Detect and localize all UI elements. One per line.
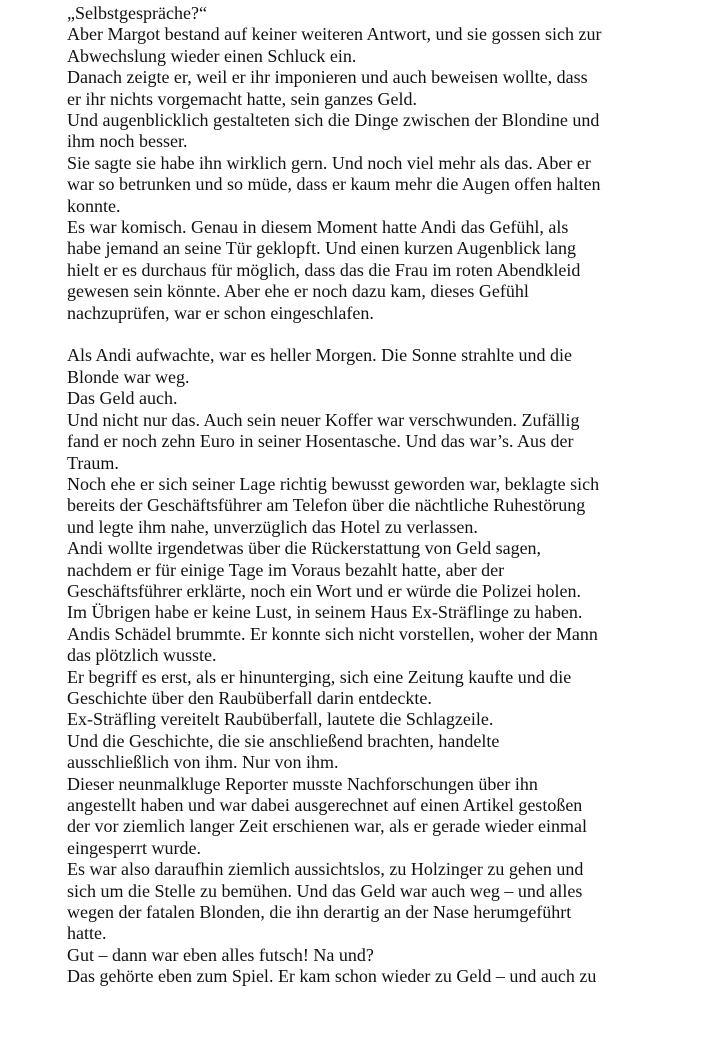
text-line: und legte ihm nahe, unverzüglich das Hotel zu verlassen. [67, 516, 478, 537]
text-line: Er begriff es erst, als er hinunterging, sich eine Zeitung kaufte und die [67, 666, 572, 687]
paragraph [67, 474, 667, 538]
text-line: angestellt haben und war dabei ausgerechnet auf einen Artikel gestoßen [67, 795, 583, 816]
text-line: Sie sagte sie habe ihn wirklich gern. Und noch viel mehr als das. Aber er [67, 152, 591, 173]
text-line: das plötzlich wusste. [67, 645, 217, 666]
paragraph [67, 945, 667, 966]
paragraph [67, 388, 667, 409]
text-line: Abwechslung wieder einen Schluck ein. [67, 45, 357, 66]
text-line: Es war also daraufhin ziemlich aussichtslos, zu Holzinger zu gehen und [67, 859, 584, 880]
text-line: Und die Geschichte, die sie anschließend brachten, handelte [67, 730, 500, 751]
text-line: er ihr nichts vorgemacht hatte, sein ganzes Geld. [67, 88, 418, 109]
paragraph [67, 624, 667, 667]
paragraph [67, 217, 667, 324]
paragraph-break [67, 324, 667, 345]
text-line: Geschäftsführer erklärte, noch ein Wort und er würde die Polizei holen. [67, 580, 582, 601]
text-line: Andi wollte irgendetwas über die Rückerstattung von Geld sagen, [67, 538, 542, 559]
text-line: ihm noch besser. [67, 131, 188, 152]
text-line: Aber Margot bestand auf keiner weiteren Antwort, und sie gossen sich zur [67, 24, 602, 45]
text-line: Danach zeigte er, weil er ihr imponieren und auch beweisen wollte, dass [67, 67, 588, 88]
text-line: eingesperrt wurde. [67, 837, 201, 858]
text-line: sich um die Stelle zu bemühen. Und das Geld war auch weg – und alles [67, 880, 583, 901]
text-line: fand er noch zehn Euro in seiner Hosentasche. Und das war’s. Aus der [67, 431, 574, 452]
text-line: war so betrunken und so müde, dass er kaum mehr die Augen offen halten [67, 174, 601, 195]
paragraph [67, 538, 667, 602]
paragraph [67, 602, 667, 623]
paragraph [67, 731, 667, 774]
paragraph [67, 709, 667, 730]
text-line: bereits der Geschäftsführer am Telefon über die nächtliche Ruhestörung [67, 495, 586, 516]
text-line: Im Übrigen habe er keine Lust, in seinem Haus Ex-Sträflinge zu haben. [67, 602, 583, 623]
document-page [67, 3, 667, 988]
paragraph [67, 153, 667, 217]
text-line: Dieser neunmalkluge Reporter musste Nachforschungen über ihn [67, 773, 538, 794]
text-line: Geschichte über den Raubüberfall darin entdeckte. [67, 687, 432, 708]
paragraph [67, 24, 667, 67]
paragraph [67, 3, 667, 24]
text-line: wegen der fatalen Blonden, die ihn derartig an der Nase herumgeführt [67, 902, 572, 923]
text-line: Das Geld auch. [67, 388, 178, 409]
text-line: ausschließlich von ihm. Nur von ihm. [67, 752, 339, 773]
text-line: hatte. [67, 923, 107, 944]
text-line: nachzuprüfen, war er schon eingeschlafen. [67, 302, 374, 323]
text-line: Andis Schädel brummte. Er konnte sich nicht vorstellen, woher der Mann [67, 623, 598, 644]
text-line: Und augenblicklich gestalteten sich die Dinge zwischen der Blondine und [67, 110, 600, 131]
text-line: gewesen sein könnte. Aber ehe er noch dazu kam, dieses Gefühl [67, 281, 529, 302]
text-line: Gut – dann war eben alles futsch! Na und? [67, 944, 374, 965]
text-line: Das gehörte eben zum Spiel. Er kam schon wieder zu Geld – und auch zu [67, 966, 597, 987]
paragraph [67, 667, 667, 710]
text-line: der vor ziemlich langer Zeit erschienen war, als er gerade wieder einmal [67, 816, 588, 837]
text-line: Noch ehe er sich seiner Lage richtig bewusst geworden war, beklagte sich [67, 473, 600, 494]
text-line: Blonde war weg. [67, 366, 190, 387]
text-line: nachdem er für einige Tage im Voraus bezahlt hatte, aber der [67, 559, 505, 580]
text-line: „Selbstgespräche?“ [67, 3, 207, 23]
paragraph [67, 410, 667, 474]
paragraph [67, 345, 667, 388]
text-line: Als Andi aufwachte, war es heller Morgen. Die Sonne strahlte und die [67, 345, 573, 366]
paragraph [67, 110, 667, 153]
text-line: Traum. [67, 452, 119, 473]
paragraph [67, 67, 667, 110]
text-line: konnte. [67, 195, 121, 216]
paragraph [67, 966, 667, 987]
paragraph [67, 774, 667, 860]
text-line: Es war komisch. Genau in diesem Moment hatte Andi das Gefühl, als [67, 217, 569, 238]
paragraph [67, 859, 667, 945]
text-line: Ex-Sträfling vereitelt Raubüberfall, lautete die Schlagzeile. [67, 709, 494, 730]
text-line: Und nicht nur das. Auch sein neuer Koffer war verschwunden. Zufällig [67, 409, 580, 430]
text-line: habe jemand an seine Tür geklopft. Und einen kurzen Augenblick lang [67, 238, 577, 259]
text-line: hielt er es durchaus für möglich, dass das die Frau im roten Abendkleid [67, 259, 581, 280]
